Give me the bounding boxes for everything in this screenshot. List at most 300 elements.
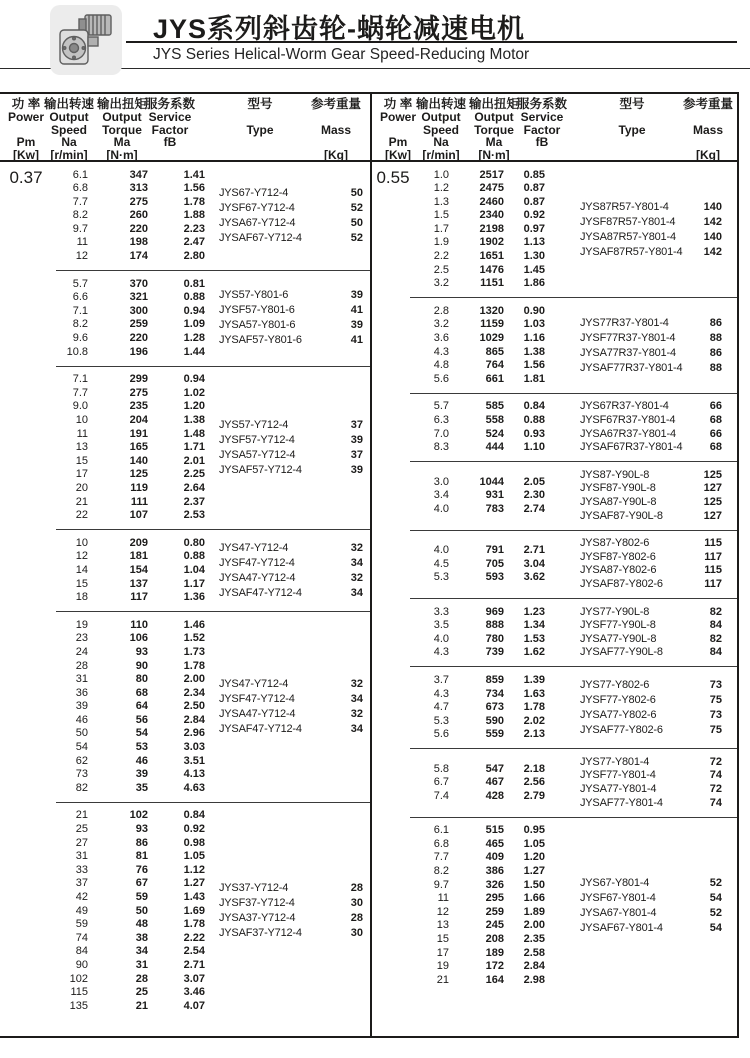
column-header-mass <box>683 98 733 162</box>
sf-value: 1.56 <box>523 359 545 372</box>
torque-value: 2198 <box>479 222 504 235</box>
torque-value: 386 <box>485 865 504 878</box>
model-list <box>219 881 370 941</box>
torque-value: 444 <box>485 441 504 454</box>
table-row <box>34 837 205 851</box>
speed-value: 25 <box>75 823 88 836</box>
speed-value: 6.1 <box>72 168 88 181</box>
torque-value: 196 <box>129 345 148 358</box>
model-type: JYS87R57-Y801-4 <box>580 200 669 213</box>
model-row <box>580 693 737 708</box>
data-rows <box>34 809 205 1013</box>
speed-value: 24 <box>75 645 88 658</box>
sf-value: 1.62 <box>523 646 545 659</box>
sf-value: 1.27 <box>183 877 205 890</box>
model-row <box>580 496 737 510</box>
model-mass: 28 <box>350 912 363 925</box>
torque-value: 558 <box>485 414 504 426</box>
torque-value: 1159 <box>480 318 504 331</box>
model-list <box>580 606 737 660</box>
table-row <box>402 503 545 517</box>
sf-value: 1.86 <box>523 277 545 290</box>
torque-value: 888 <box>485 619 504 632</box>
torque-value: 28 <box>135 972 148 985</box>
model-row <box>580 400 737 414</box>
column-header-factor <box>145 98 195 162</box>
sf-value: 1.03 <box>523 318 545 331</box>
model-type: JYSAF47-Y712-4 <box>219 723 302 736</box>
sf-value: 2.96 <box>183 727 205 740</box>
sf-value: 1.09 <box>183 318 205 331</box>
sf-value: 0.80 <box>183 536 205 549</box>
speed-value: 7.7 <box>72 386 88 399</box>
model-type: JYSAF47-Y712-4 <box>219 586 302 599</box>
torque-value: 465 <box>485 837 504 850</box>
model-row <box>580 482 737 496</box>
model-type: JYSF57-Y712-4 <box>219 433 295 446</box>
speed-value: 21 <box>436 973 449 986</box>
sf-value: 2.74 <box>523 502 545 515</box>
header-line <box>618 111 645 124</box>
model-mass: 125 <box>703 495 722 508</box>
header-line <box>618 136 645 149</box>
sf-value: 0.97 <box>523 222 545 235</box>
sf-value: 4.07 <box>183 999 205 1012</box>
model-row <box>580 215 737 230</box>
torque-value: 117 <box>130 591 148 604</box>
model-list <box>580 756 737 810</box>
torque-value: 259 <box>485 905 504 918</box>
header-line: Pm <box>16 135 36 150</box>
sf-value: 2.80 <box>183 250 205 263</box>
sf-value: 3.51 <box>183 754 205 767</box>
table-row <box>34 578 205 592</box>
speed-value: 4.3 <box>433 687 449 700</box>
model-mass: 32 <box>350 571 363 584</box>
torque-value: 409 <box>485 851 504 864</box>
sf-value: 2.56 <box>523 776 545 789</box>
table-row <box>34 973 205 987</box>
torque-value: 1902 <box>479 236 504 249</box>
data-rows <box>402 544 545 585</box>
model-type: JYSA87-Y802-6 <box>580 564 657 577</box>
table-row <box>34 291 205 305</box>
table-row <box>34 250 205 264</box>
model-type: JYSA67-Y801-4 <box>580 906 657 919</box>
header-line: Factor <box>151 122 189 137</box>
torque-value: 39 <box>135 768 148 781</box>
speed-value: 23 <box>75 632 88 645</box>
sf-value: 1.12 <box>183 863 205 876</box>
speed-value: 18 <box>75 591 88 604</box>
ratio-group <box>0 271 370 366</box>
torque-value: 428 <box>485 789 504 802</box>
speed-value: 102 <box>69 972 88 985</box>
table-row <box>402 489 545 503</box>
ratio-group <box>372 667 737 748</box>
torque-value: 48 <box>135 918 148 931</box>
model-type: JYSAF57-Y712-4 <box>219 463 302 476</box>
table-row <box>402 974 545 988</box>
model-row <box>219 303 370 318</box>
table-row <box>34 537 205 551</box>
column-header-type <box>246 98 273 162</box>
sf-value: 1.27 <box>523 865 545 878</box>
data-rows <box>402 305 545 387</box>
model-type: JYS47-Y712-4 <box>219 678 289 691</box>
header-line: 输出转速 <box>415 97 467 111</box>
table-row <box>402 414 545 428</box>
speed-value: 12 <box>75 250 88 263</box>
torque-value: 209 <box>129 536 148 549</box>
data-rows <box>402 824 545 987</box>
header-line: Ma <box>113 135 131 150</box>
sf-value: 1.38 <box>523 345 545 358</box>
column-header-factor <box>517 98 567 162</box>
table-header <box>372 94 737 162</box>
sf-value: 2.84 <box>523 960 545 973</box>
model-mass: 39 <box>350 433 363 446</box>
header-line: fB <box>535 135 549 150</box>
sf-value: 1.17 <box>183 577 205 590</box>
model-mass: 54 <box>709 921 722 934</box>
sf-value: 1.78 <box>183 195 205 208</box>
table-row <box>34 932 205 946</box>
sf-value: 3.03 <box>183 741 205 754</box>
speed-value: 4.5 <box>433 557 449 570</box>
torque-value: 93 <box>135 823 148 836</box>
torque-value: 524 <box>485 427 504 440</box>
header-line <box>517 149 567 162</box>
model-row <box>580 346 737 361</box>
table-row <box>34 673 205 687</box>
table-row <box>402 892 545 906</box>
torque-value: 585 <box>485 400 504 413</box>
header-line: Na <box>433 135 449 150</box>
sf-value: 0.85 <box>523 168 545 181</box>
sf-value: 2.22 <box>183 931 205 944</box>
model-mass: 66 <box>709 400 722 413</box>
speed-value: 9.7 <box>72 222 88 235</box>
model-row <box>580 619 737 633</box>
torque-value: 31 <box>135 958 148 971</box>
header-line <box>145 149 195 162</box>
model-row <box>219 231 370 246</box>
speed-value: 33 <box>75 863 88 876</box>
ratio-group <box>0 162 370 270</box>
speed-value: 8.3 <box>433 441 449 454</box>
sf-value: 2.34 <box>183 686 205 699</box>
speed-value: 73 <box>75 768 88 781</box>
model-mass: 75 <box>709 723 722 736</box>
header-line: Output <box>102 109 142 124</box>
power-table-0.55 <box>372 94 739 1036</box>
data-rows <box>34 619 205 796</box>
torque-value: 68 <box>135 686 148 699</box>
model-row <box>219 926 370 941</box>
model-mass: 140 <box>703 230 722 243</box>
speed-value: 2.5 <box>433 263 449 276</box>
model-row <box>219 707 370 722</box>
table-row <box>402 906 545 920</box>
table-row <box>402 674 545 688</box>
torque-value: 969 <box>485 605 504 618</box>
model-type: JYSA77-Y801-4 <box>580 783 657 796</box>
speed-value: 3.0 <box>433 475 449 488</box>
speed-value: 17 <box>436 946 449 959</box>
model-mass: 115 <box>704 537 722 550</box>
sf-value: 2.23 <box>183 222 205 235</box>
power-value: 0.37 <box>9 168 43 187</box>
header-line <box>618 149 645 162</box>
model-type: JYS77R37-Y801-4 <box>580 316 669 329</box>
torque-value: 559 <box>485 728 504 741</box>
column-header-speed <box>416 98 466 162</box>
model-row <box>580 756 737 770</box>
torque-value: 81 <box>135 850 148 863</box>
model-mass: 68 <box>709 441 722 454</box>
header-line: Output <box>49 109 89 124</box>
torque-value: 46 <box>135 754 148 767</box>
speed-value: 135 <box>69 999 88 1012</box>
sf-value: 1.63 <box>523 687 545 700</box>
torque-value: 1320 <box>479 304 504 317</box>
sf-value: 1.04 <box>183 563 205 576</box>
speed-value: 1.7 <box>433 222 449 235</box>
speed-value: 9.6 <box>72 332 88 345</box>
torque-value: 515 <box>485 824 504 837</box>
header-line <box>246 149 273 162</box>
model-row <box>580 469 737 483</box>
model-list <box>580 200 737 260</box>
header-line: Power <box>379 109 417 124</box>
model-type: JYSA47-Y712-4 <box>219 571 296 584</box>
model-mass: 84 <box>709 619 722 632</box>
header-line: 输出扭矩 <box>96 97 148 111</box>
model-mass: 39 <box>350 289 363 302</box>
header-line: Service <box>520 109 564 124</box>
table-row <box>34 455 205 469</box>
speed-value: 59 <box>75 918 88 931</box>
torque-value: 164 <box>485 973 504 986</box>
speed-value: 20 <box>75 481 88 494</box>
torque-value: 119 <box>130 481 148 494</box>
model-type: JYSF87-Y802-6 <box>580 550 656 563</box>
model-row <box>580 361 737 376</box>
speed-value: 3.4 <box>433 489 449 502</box>
speed-value: 12 <box>75 550 88 563</box>
torque-value: 198 <box>129 236 148 249</box>
model-type: JYSF67-Y712-4 <box>219 202 295 215</box>
torque-value: 235 <box>129 400 148 413</box>
model-mass: 34 <box>350 586 363 599</box>
speed-value: 21 <box>75 495 88 508</box>
table-row <box>34 864 205 878</box>
speed-value: 31 <box>75 673 88 686</box>
speed-value: 8.2 <box>72 318 88 331</box>
sf-value: 1.20 <box>183 400 205 413</box>
speed-value: 4.7 <box>433 701 449 714</box>
torque-value: 137 <box>129 577 148 590</box>
speed-value: 115 <box>70 986 88 999</box>
header-line: 服务系数 <box>144 97 196 111</box>
model-mass: 28 <box>350 882 363 895</box>
speed-value: 5.7 <box>433 400 449 413</box>
model-row <box>580 646 737 660</box>
table-row <box>402 571 545 585</box>
model-mass: 125 <box>703 468 722 481</box>
sf-value: 1.78 <box>523 701 545 714</box>
sf-value: 1.66 <box>523 892 545 905</box>
model-row <box>580 769 737 783</box>
model-mass: 73 <box>709 678 722 691</box>
sf-value: 2.58 <box>523 946 545 959</box>
table-row <box>402 633 545 647</box>
header-line: Ma <box>485 135 503 150</box>
sf-value: 1.88 <box>183 209 205 222</box>
model-type: JYSA77-Y802-6 <box>580 708 657 721</box>
table-body <box>372 162 737 1036</box>
sf-value: 2.35 <box>523 933 545 945</box>
sf-value: 1.16 <box>523 332 545 345</box>
sf-value: 1.44 <box>183 345 205 358</box>
header-line: [Kw] <box>12 148 39 163</box>
table-row <box>402 851 545 865</box>
ratio-group <box>372 462 737 529</box>
header-line: [N·m] <box>478 148 510 163</box>
sf-value: 0.87 <box>523 182 545 195</box>
sf-value: 1.46 <box>183 618 205 631</box>
speed-value: 3.7 <box>433 673 449 686</box>
model-mass: 74 <box>709 769 722 782</box>
model-mass: 72 <box>709 783 722 796</box>
table-row <box>402 728 545 742</box>
speed-value: 15 <box>75 577 88 590</box>
table-row <box>402 441 545 455</box>
speed-value: 19 <box>436 960 449 973</box>
speed-value: 3.2 <box>433 277 449 290</box>
model-type: JYS77-Y90L-8 <box>580 605 650 618</box>
model-mass: 73 <box>709 708 722 721</box>
model-list <box>219 541 370 601</box>
header-line <box>683 111 733 124</box>
sf-value: 1.05 <box>523 837 545 850</box>
sf-value: 0.94 <box>183 304 205 317</box>
header-line: fB <box>163 135 177 150</box>
table-row <box>34 959 205 973</box>
table-row <box>34 986 205 1000</box>
torque-value: 50 <box>135 904 148 917</box>
header-line: 输出转速 <box>43 97 95 111</box>
sf-value: 1.52 <box>183 632 205 645</box>
speed-value: 1.9 <box>433 236 449 249</box>
gear-motor-icon <box>55 10 117 70</box>
model-mass: 74 <box>709 796 722 809</box>
ratio-group <box>0 803 370 1020</box>
torque-value: 106 <box>129 632 148 645</box>
table-row <box>402 223 545 237</box>
torque-value: 1029 <box>479 332 504 345</box>
sf-value: 0.92 <box>183 823 205 836</box>
sf-value: 0.90 <box>523 304 545 317</box>
torque-value: 220 <box>129 222 148 235</box>
sf-value: 4.63 <box>183 781 205 794</box>
model-row <box>219 677 370 692</box>
torque-value: 191 <box>129 427 148 440</box>
table-row <box>402 947 545 961</box>
model-row <box>219 896 370 911</box>
data-rows <box>402 674 545 742</box>
torque-value: 859 <box>485 673 504 686</box>
model-row <box>219 463 370 478</box>
model-type: JYSF57-Y801-6 <box>219 304 295 317</box>
model-type: JYSAF77-Y802-6 <box>580 723 663 736</box>
model-mass: 115 <box>704 564 722 577</box>
model-mass: 66 <box>709 427 722 440</box>
speed-value: 90 <box>75 958 88 971</box>
model-mass: 52 <box>350 232 363 245</box>
speed-value: 4.8 <box>433 359 449 372</box>
model-type: JYS87-Y802-6 <box>580 537 650 550</box>
speed-value: 13 <box>436 919 449 932</box>
ratio-group <box>0 612 370 802</box>
sf-value: 0.88 <box>183 291 205 304</box>
speed-value: 13 <box>75 441 88 454</box>
speed-value: 7.4 <box>433 789 449 802</box>
model-mass: 117 <box>704 577 722 590</box>
header-line: Speed <box>422 122 460 137</box>
model-type: JYSA67-Y712-4 <box>219 217 296 230</box>
sf-value: 2.18 <box>523 762 545 775</box>
speed-value: 5.3 <box>433 571 449 584</box>
speed-value: 17 <box>75 468 88 481</box>
header-line: [Kw] <box>384 148 411 163</box>
torque-value: 34 <box>135 945 148 958</box>
model-mass: 50 <box>350 217 363 230</box>
speed-value: 7.7 <box>433 851 449 864</box>
model-row <box>580 564 737 578</box>
model-type: JYS57-Y712-4 <box>219 418 289 431</box>
table-row <box>34 632 205 646</box>
model-row <box>580 414 737 428</box>
sf-value: 0.84 <box>183 809 205 822</box>
speed-value: 6.7 <box>433 776 449 789</box>
table-row <box>402 182 545 196</box>
model-type: JYS47-Y712-4 <box>219 541 289 554</box>
torque-value: 189 <box>485 946 504 959</box>
sf-value: 0.88 <box>523 414 545 426</box>
model-mass: 82 <box>709 605 722 618</box>
torque-value: 326 <box>485 878 504 891</box>
torque-value: 110 <box>130 618 148 631</box>
model-mass: 52 <box>350 202 363 215</box>
torque-value: 154 <box>129 563 148 576</box>
sf-value: 0.84 <box>523 400 545 413</box>
model-list <box>219 288 370 348</box>
column-header-torque <box>97 98 147 162</box>
torque-value: 370 <box>129 277 148 290</box>
column-header-mass <box>311 98 361 162</box>
model-type: JYSAF77-Y90L-8 <box>580 646 663 659</box>
sf-value: 2.30 <box>523 489 545 502</box>
table-row <box>402 277 545 291</box>
model-type: JYSAF67R37-Y801-4 <box>580 441 683 454</box>
speed-value: 82 <box>75 781 88 794</box>
speed-value: 42 <box>75 891 88 903</box>
header-line: Torque <box>474 122 514 137</box>
speed-value: 4.3 <box>433 345 449 358</box>
speed-value: 7.1 <box>72 373 88 386</box>
